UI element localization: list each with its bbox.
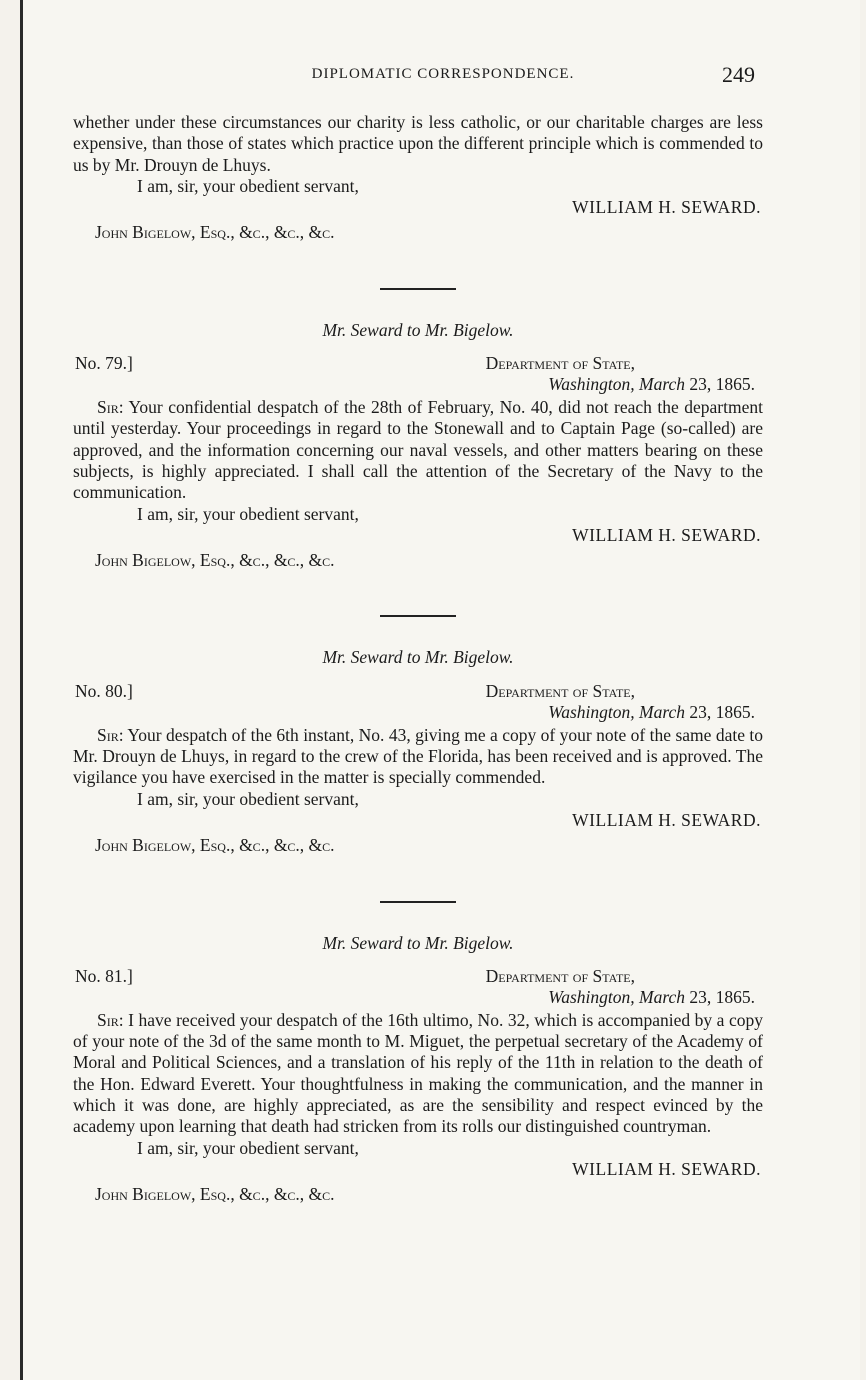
- salutation: Sir:: [97, 724, 124, 745]
- letter-number: No. 79.]: [75, 353, 133, 374]
- letter-81: [73, 933, 763, 1206]
- continuation-letter: [73, 112, 763, 244]
- page-number: 249: [722, 62, 755, 87]
- letter-heading: Mr. Seward to Mr. Bigelow.: [322, 319, 514, 340]
- closing-line: I am, sir, your obedient servant,: [137, 175, 359, 196]
- closing-line: I am, sir, your obedient servant,: [137, 1137, 359, 1158]
- letter-number: No. 81.]: [75, 965, 133, 986]
- letter-meta: [73, 966, 763, 1010]
- dateline: [548, 374, 755, 395]
- addressee: John Bigelow, Esq., &c., &c., &c.: [95, 222, 335, 243]
- closing-line: I am, sir, your obedient servant,: [137, 788, 359, 809]
- dateline: [548, 987, 755, 1008]
- body-text: I have received your despatch of the 16th ultimo, No. 32, which is accompanied by a copy of your note of the 3d of the same month to M. Miguet, the perpetual secretary of the Academy of Moral and Political Sciences, and a translation of his reply of the 11th in relation to the death of the Hon. Edward Everett. Your thoughtfulness in making the communication, and the manner in which it was done, are highly appreciated, as are the sensibility and respect evinced by the academy upon learning that death had stricken from its rolls our distinguished countryman.: [73, 1009, 763, 1137]
- signature: WILLIAM H. SEWARD.: [572, 1158, 761, 1179]
- department: Department of State,: [485, 680, 635, 701]
- closing-line: I am, sir, your obedient servant,: [137, 503, 359, 524]
- running-head: DIPLOMATIC CORRESPONDENCE.: [311, 66, 575, 82]
- addressee: John Bigelow, Esq., &c., &c., &c.: [95, 1184, 335, 1205]
- section-divider: [380, 288, 456, 290]
- letter-number: No. 80.]: [75, 680, 133, 701]
- addressee: John Bigelow, Esq., &c., &c., &c.: [95, 550, 335, 571]
- letter-body: [73, 1010, 763, 1138]
- letter-80: [73, 647, 763, 856]
- body-text: Your confidential despatch of the 28th of February, No. 40, did not reach the department until yesterday. Your proceedings in regard to the Stonewall and to Captain Page (so-called) are approved, and the information concerning our naval vessels, and other matters bearing on these subjects, is highly appreciated. I shall call the attention of the Secretary of the Navy to the communication.: [73, 397, 763, 503]
- signature: WILLIAM H. SEWARD.: [572, 197, 761, 218]
- department: Department of State,: [485, 965, 635, 986]
- letter-heading: Mr. Seward to Mr. Bigelow.: [322, 932, 514, 953]
- salutation: Sir:: [97, 1009, 124, 1030]
- date: 23, 1865.: [689, 374, 755, 395]
- letter-meta: [73, 681, 763, 725]
- signature: WILLIAM H. SEWARD.: [572, 524, 761, 545]
- continuation-text: whether under these circumstances our charity is less catholic, or our charitable charges are less expensive, than those of states which practice upon the different principle which is commended to us by Mr. Drouyn de Lhuys.: [73, 112, 763, 175]
- place: Washington, March: [548, 374, 685, 395]
- place: Washington, March: [548, 986, 685, 1007]
- section-divider: [380, 615, 456, 617]
- page-content: [73, 112, 763, 1206]
- section-divider: [380, 901, 456, 903]
- letter-79: [73, 320, 763, 572]
- dateline: [548, 702, 755, 723]
- body-text: Your despatch of the 6th instant, No. 43, giving me a copy of your note of the same date to Mr. Drouyn de Lhuys, in regard to the crew of the Florida, has been received and is approved. The vigilance you have exercised in the matter is specially commended.: [73, 724, 763, 788]
- signature: WILLIAM H. SEWARD.: [572, 809, 761, 830]
- page-header: [23, 62, 863, 92]
- letter-body: [73, 397, 763, 503]
- department: Department of State,: [485, 353, 635, 374]
- date: 23, 1865.: [689, 986, 755, 1007]
- date: 23, 1865.: [689, 701, 755, 722]
- addressee: John Bigelow, Esq., &c., &c., &c.: [95, 835, 335, 856]
- letter-body: [73, 725, 763, 789]
- letter-heading: Mr. Seward to Mr. Bigelow.: [322, 647, 514, 668]
- document-page: [20, 0, 860, 1380]
- place: Washington, March: [548, 701, 685, 722]
- letter-meta: [73, 353, 763, 397]
- salutation: Sir:: [97, 397, 124, 418]
